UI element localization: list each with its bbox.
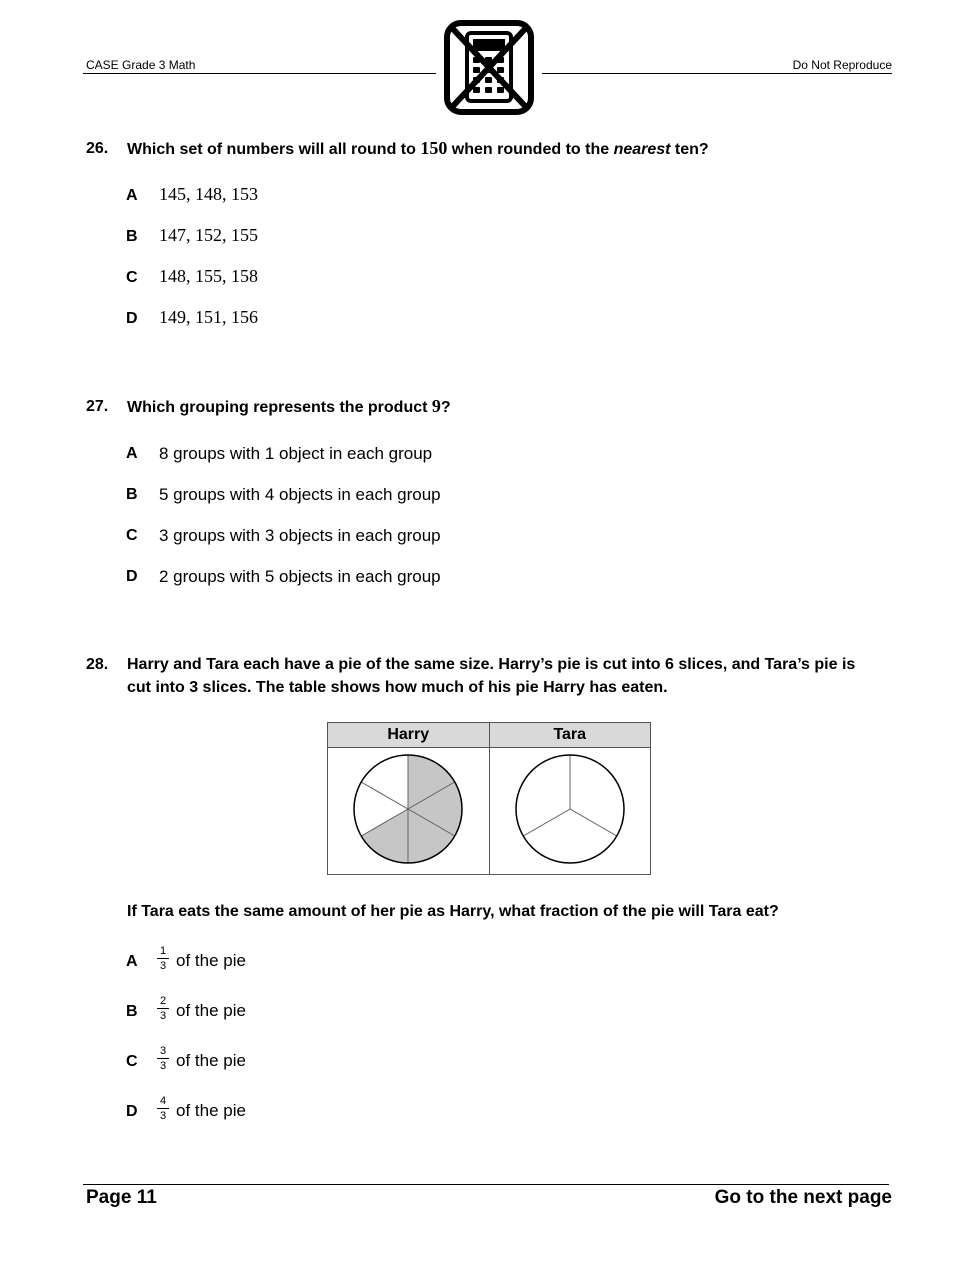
- q26-option-c-text[interactable]: 148, 155, 158: [159, 266, 258, 286]
- q28-option-c-suffix[interactable]: of the pie: [176, 1051, 246, 1070]
- q27-text-before: Which grouping represents the product: [127, 399, 432, 416]
- fraction-numerator: 3: [159, 1045, 167, 1057]
- q28-option-d-suffix[interactable]: of the pie: [176, 1101, 246, 1120]
- q27-prompt: [127, 395, 451, 419]
- header-rule-right: [542, 73, 892, 74]
- no-calculator-icon: [443, 19, 535, 116]
- q26-prompt: [127, 137, 709, 161]
- q26-option-b-letter[interactable]: B: [126, 228, 138, 245]
- q27-option-d-letter[interactable]: D: [126, 568, 138, 585]
- q28-option-b-fraction[interactable]: [157, 995, 169, 1022]
- q28-option-a-letter[interactable]: A: [126, 953, 138, 970]
- q26-option-a-letter[interactable]: A: [126, 187, 138, 204]
- q28-option-a-fraction[interactable]: [157, 945, 169, 972]
- q28-option-d-letter[interactable]: D: [126, 1103, 138, 1120]
- q27-value: 9: [431, 396, 441, 416]
- q28-option-a-suffix[interactable]: of the pie: [176, 951, 246, 970]
- tara-pie-cell: [489, 748, 651, 875]
- q28-line2: cut into 3 slices. The table shows how much of his pie Harry has eaten.: [127, 679, 668, 696]
- q26-option-d-text[interactable]: 149, 151, 156: [159, 307, 258, 327]
- q27-option-c-text[interactable]: 3 groups with 3 objects in each group: [159, 526, 441, 545]
- fraction-numerator: 4: [159, 1095, 167, 1107]
- fraction-denominator: 3: [159, 960, 167, 972]
- tara-pie-chart: [513, 752, 627, 866]
- pie-table-header-tara: Tara: [489, 723, 651, 748]
- harry-pie-chart: [351, 752, 465, 866]
- q28-option-c-letter[interactable]: C: [126, 1053, 138, 1070]
- q27-option-d-text[interactable]: 2 groups with 5 objects in each group: [159, 567, 441, 586]
- q28-option-d-fraction[interactable]: [157, 1095, 169, 1122]
- q28-option-c-fraction[interactable]: [157, 1045, 169, 1072]
- footer-rule: [83, 1184, 889, 1185]
- q27-option-a-text[interactable]: 8 groups with 1 object in each group: [159, 444, 433, 463]
- page-number: Page 11: [86, 1187, 157, 1208]
- q27-option-b-text[interactable]: 5 groups with 4 objects in each group: [159, 485, 441, 504]
- q27-option-c-letter[interactable]: C: [126, 527, 138, 544]
- q26-option-a-text[interactable]: 145, 148, 153: [159, 184, 258, 204]
- header-rule-left: [83, 73, 436, 74]
- fraction-bar: [157, 1058, 169, 1059]
- q26-option-b-text[interactable]: 147, 152, 155: [159, 225, 258, 245]
- fraction-bar: [157, 958, 169, 959]
- pie-table-header-harry: Harry: [328, 723, 490, 748]
- q26-text-middle: when rounded to the: [447, 141, 614, 158]
- q27-number: 27.: [86, 398, 109, 415]
- q28-line1: Harry and Tara each have a pie of the same size. Harry’s pie is cut into 6 slices, and Tara’s pie is: [127, 656, 856, 673]
- header-title: CASE Grade 3 Math: [86, 58, 196, 72]
- q27-text-after: ?: [440, 399, 451, 416]
- next-page-link: Go to the next page: [714, 1187, 892, 1208]
- q26-value: 150: [420, 138, 448, 158]
- fraction-numerator: 1: [159, 945, 167, 957]
- q26-text-after: ten?: [670, 141, 709, 158]
- q28-option-b-suffix[interactable]: of the pie: [176, 1001, 246, 1020]
- harry-pie-cell: [328, 748, 490, 875]
- q26-option-c-letter[interactable]: C: [126, 269, 138, 286]
- q28-question: If Tara eats the same amount of her pie as Harry, what fraction of the pie will Tara eat?: [127, 903, 779, 920]
- header-notice: Do Not Reproduce: [792, 58, 892, 72]
- fraction-numerator: 2: [159, 995, 167, 1007]
- q26-option-d-letter[interactable]: D: [126, 310, 138, 327]
- fraction-denominator: 3: [159, 1110, 167, 1122]
- fraction-denominator: 3: [159, 1010, 167, 1022]
- q28-number: 28.: [86, 656, 109, 673]
- q27-option-a-letter[interactable]: A: [126, 445, 138, 462]
- q27-option-b-letter[interactable]: B: [126, 486, 138, 503]
- q26-text-before: Which set of numbers will all round to: [127, 141, 421, 158]
- q26-emphasis: nearest: [613, 141, 671, 158]
- fraction-denominator: 3: [159, 1060, 167, 1072]
- pie-table: [327, 722, 651, 875]
- q26-number: 26.: [86, 140, 109, 157]
- fraction-bar: [157, 1108, 169, 1109]
- q28-option-b-letter[interactable]: B: [126, 1003, 138, 1020]
- fraction-bar: [157, 1008, 169, 1009]
